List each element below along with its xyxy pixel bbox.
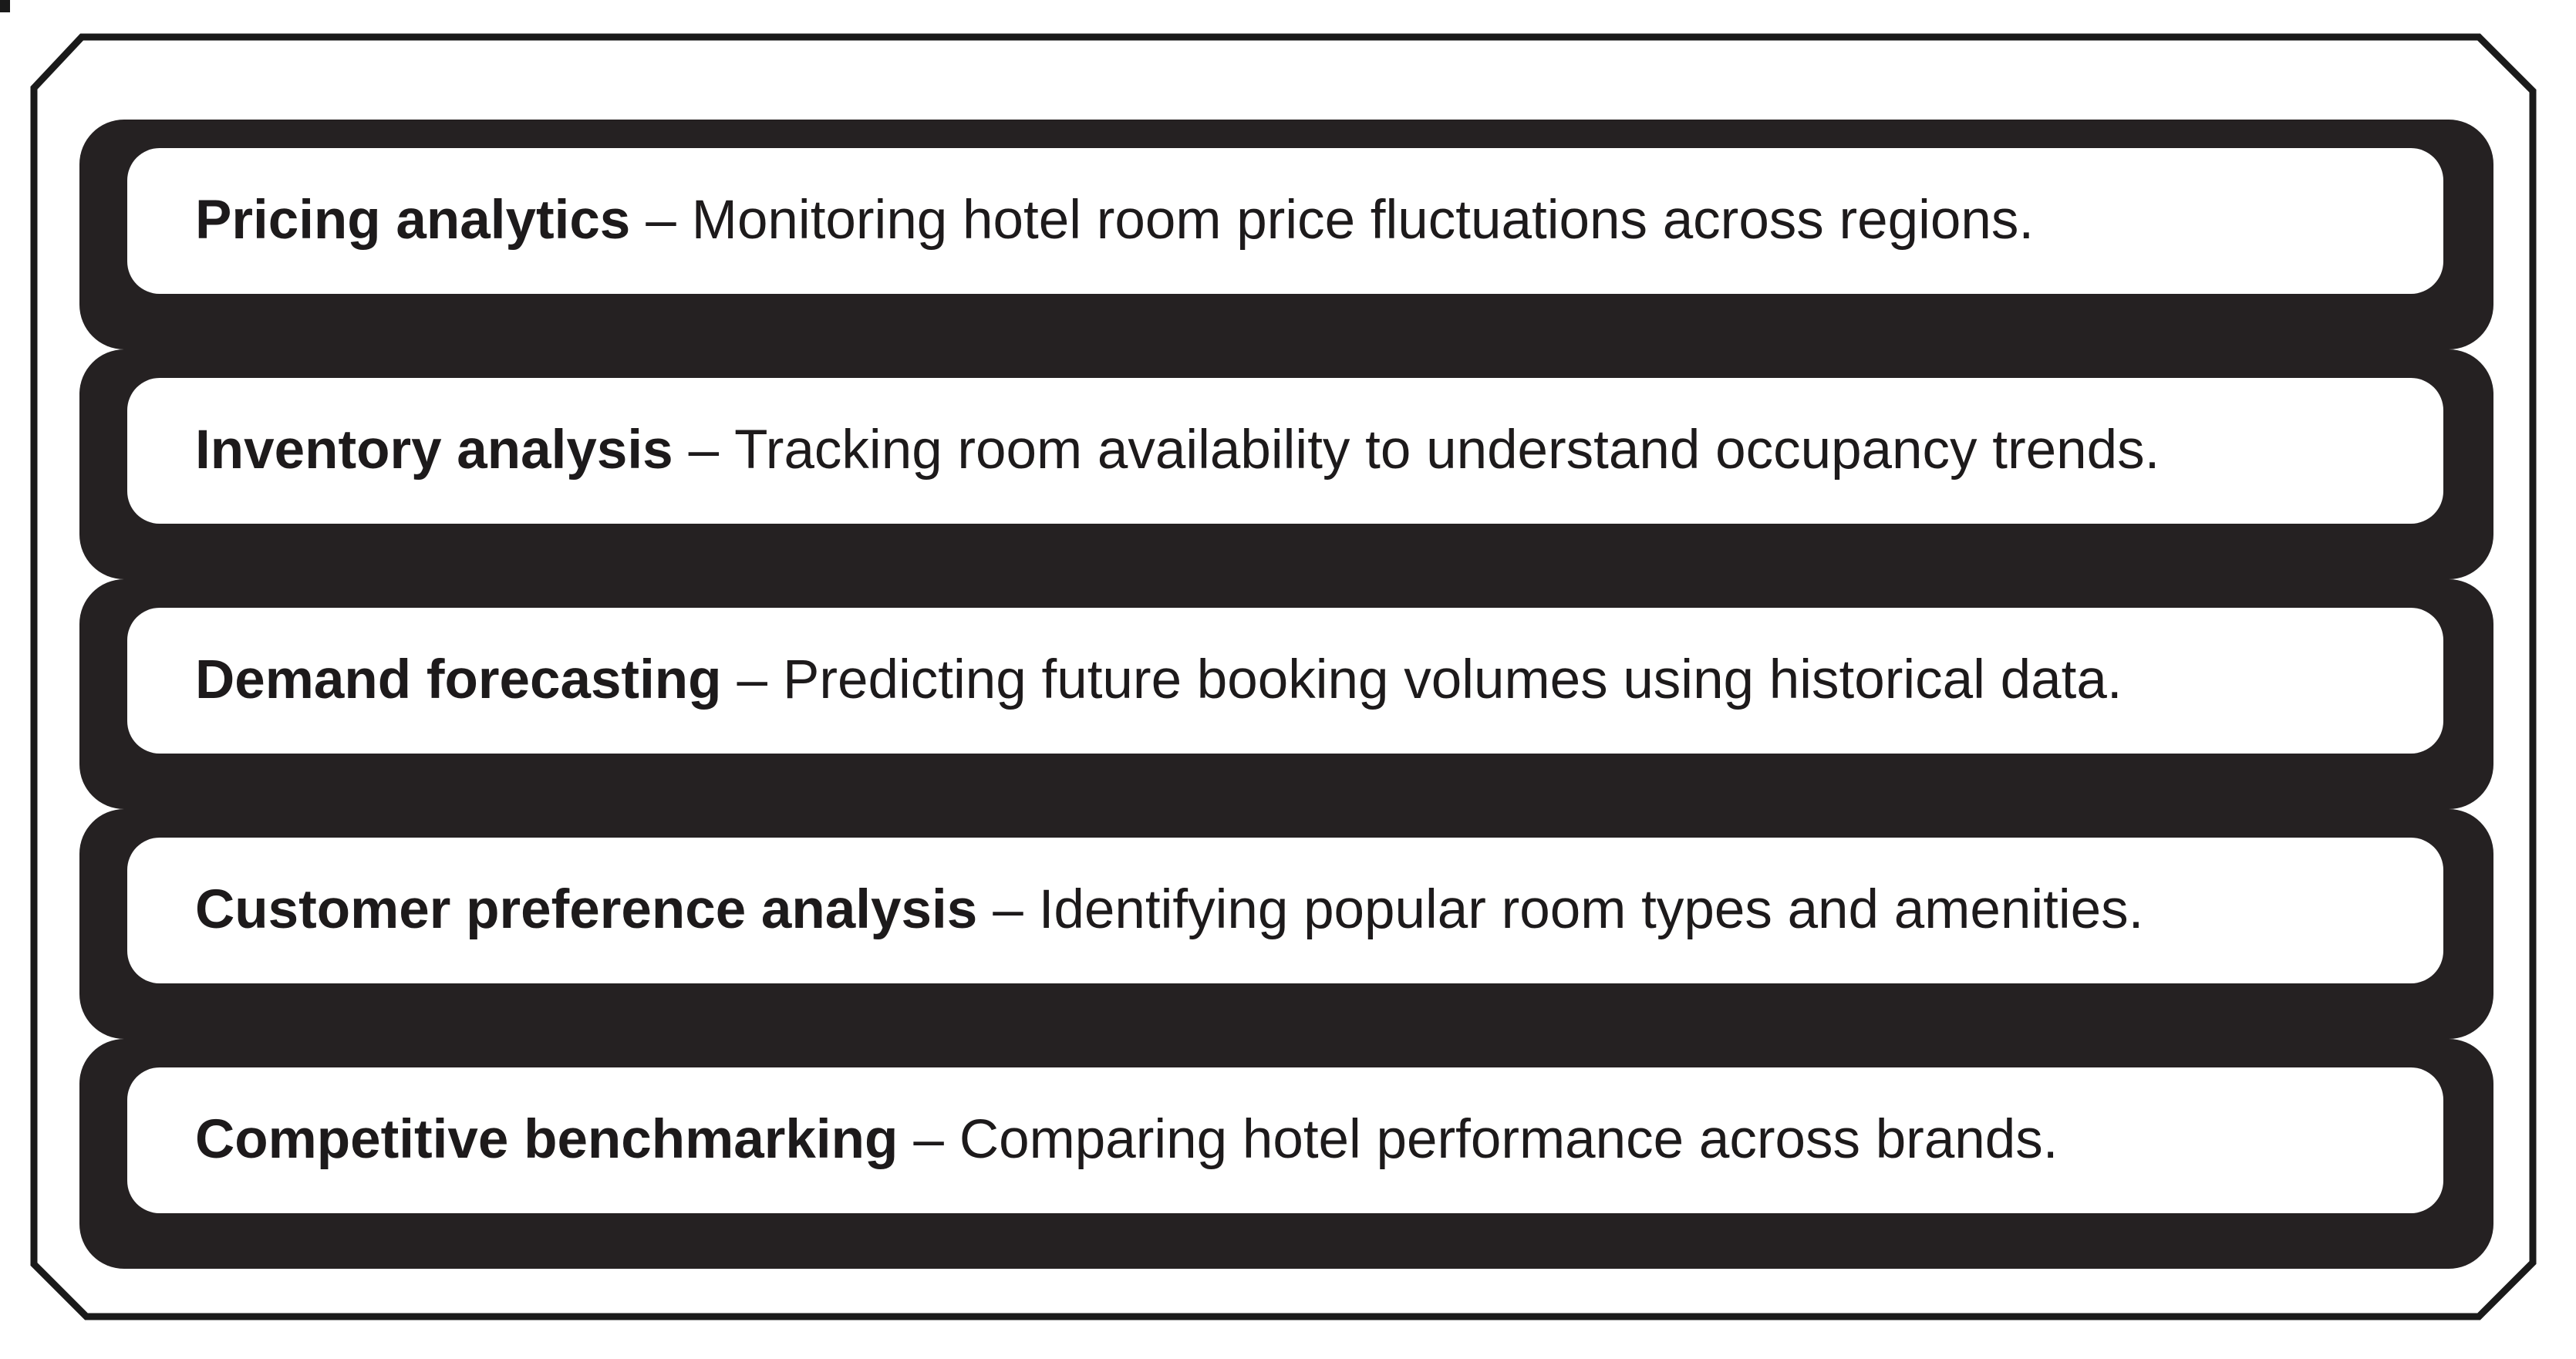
list-item-block: [79, 579, 2493, 809]
item-description: Identifying popular room types and amenities.: [1038, 879, 2144, 941]
item-title: Pricing analytics: [195, 190, 631, 251]
list-item-card: [127, 378, 2443, 524]
list-item-block: [79, 1039, 2493, 1269]
item-description: Tracking room availability to understand occupancy trends.: [734, 420, 2160, 481]
list-item-block: [79, 809, 2493, 1039]
list-item-card: [127, 608, 2443, 754]
item-title: Demand forecasting: [195, 649, 722, 711]
list-item-card: [127, 1067, 2443, 1213]
dash-separator: –: [737, 649, 768, 711]
dash-separator: –: [646, 190, 676, 251]
list-item-card: [127, 838, 2443, 983]
list-item-text: [195, 880, 2143, 940]
list-item-text: [195, 191, 2034, 251]
corner-artifact-square: [0, 0, 10, 12]
list-item-card: [127, 148, 2443, 294]
item-description: Predicting future booking volumes using historical data.: [783, 649, 2123, 711]
item-description: Comparing hotel performance across brands.: [959, 1109, 2058, 1171]
list-item-block: [79, 349, 2493, 579]
dash-separator: –: [993, 879, 1023, 941]
item-description: Monitoring hotel room price fluctuations across regions.: [691, 190, 2035, 251]
item-title: Competitive benchmarking: [195, 1109, 899, 1171]
list-item-text: [195, 1110, 2058, 1170]
item-title: Customer preference analysis: [195, 879, 978, 941]
dash-separator: –: [913, 1109, 944, 1171]
rows-panel: [79, 120, 2493, 1269]
list-item-block: [79, 120, 2493, 349]
item-title: Inventory analysis: [195, 420, 673, 481]
list-item-text: [195, 420, 2160, 481]
dash-separator: –: [688, 420, 720, 481]
list-item-text: [195, 650, 2123, 710]
